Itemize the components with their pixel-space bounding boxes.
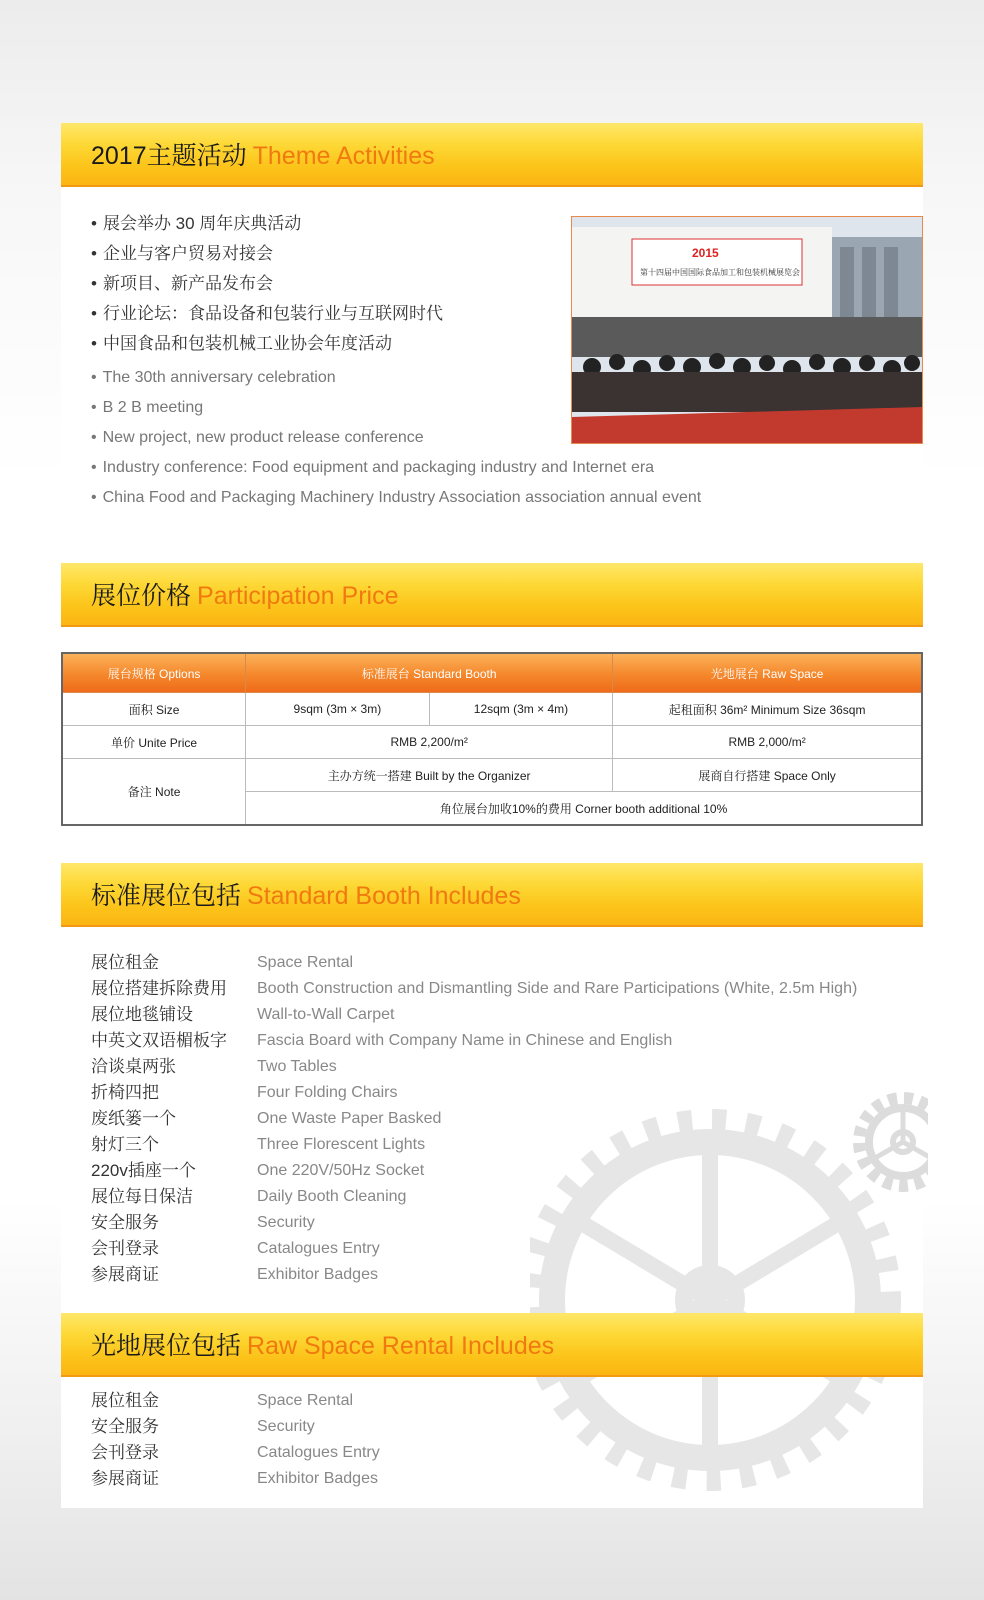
raw-banner: [61, 1313, 923, 1375]
header-raw-space: 光地展台 Raw Space: [613, 653, 922, 693]
unit-price-raw: RMB 2,000/m²: [613, 726, 922, 759]
table-row: [62, 693, 922, 726]
list-item: [91, 950, 857, 976]
price-banner: [61, 563, 923, 625]
raw-title-cn: 光地展位包括: [91, 1332, 242, 1360]
item-en: One Waste Paper Basked: [257, 1110, 442, 1127]
standard-banner: [61, 863, 923, 925]
list-item: [91, 1080, 857, 1106]
unit-price-standard: RMB 2,200/m²: [246, 726, 613, 759]
note-raw: 展商自行搭建 Space Only: [613, 759, 922, 792]
item-en: Exhibitor Badges: [257, 1470, 378, 1487]
item-cn: 展位地毯铺设: [91, 1005, 193, 1024]
size-raw: 起租面积 36m² Minimum Size 36sqm: [613, 693, 922, 726]
item-cn: 会刊登录: [91, 1443, 159, 1462]
item-cn: 安全服务: [91, 1213, 159, 1232]
exhibition-photo: [571, 216, 923, 444]
table-row: [62, 759, 922, 792]
item-cn: 展位租金: [91, 953, 159, 972]
item-en: Space Rental: [257, 1392, 354, 1409]
item-cn: 射灯三个: [91, 1135, 159, 1154]
list-item: [91, 1158, 857, 1184]
item-cn: 洽谈桌两张: [91, 1057, 176, 1076]
list-item: [91, 1132, 857, 1158]
item-cn: 参展商证: [91, 1265, 159, 1284]
small-gear-icon: [848, 1090, 928, 1200]
raw-title-en: Raw Space Rental Includes: [247, 1332, 555, 1360]
item-en: Catalogues Entry: [257, 1444, 380, 1461]
price-table: [61, 652, 923, 826]
item-en: Wall-to-Wall Carpet: [257, 1006, 395, 1023]
standard-title-en: Standard Booth Includes: [247, 882, 521, 910]
size-standard-12: 12sqm (3m × 4m): [429, 693, 613, 726]
item-en: Daily Booth Cleaning: [257, 1188, 407, 1205]
note-label: 备注 Note: [62, 759, 246, 826]
table-row: [62, 726, 922, 759]
theme-list-cn: [91, 209, 443, 359]
exhibition-photo-art: [572, 217, 922, 443]
size-label: 面积 Size: [62, 693, 246, 726]
list-item: • 展会举办 30 周年庆典活动: [91, 209, 443, 239]
item-cn: 废纸篓一个: [91, 1109, 176, 1128]
size-standard-9: 9sqm (3m × 3m): [246, 693, 430, 726]
item-cn: 参展商证: [91, 1469, 159, 1488]
list-item: • 企业与客户贸易对接会: [91, 239, 443, 269]
list-item: • B 2 B meeting: [91, 393, 701, 423]
item-cn: 折椅四把: [91, 1083, 159, 1102]
photo-banner-cn: 第十四届中国国际食品加工和包装机械展览会: [640, 268, 800, 277]
raw-includes-list: [91, 1388, 380, 1492]
item-en: Security: [257, 1418, 315, 1435]
item-cn: 中英文双语楣板字: [91, 1031, 227, 1050]
note-corner: 角位展台加收10%的费用 Corner booth additional 10%: [246, 792, 922, 826]
list-item: • The 30th anniversary celebration: [91, 363, 701, 393]
list-item: [91, 1236, 857, 1262]
item-cn: 展位每日保洁: [91, 1187, 193, 1206]
list-item: [91, 1388, 380, 1414]
item-en: Two Tables: [257, 1058, 337, 1075]
theme-title-en: Theme Activities: [252, 142, 435, 170]
item-cn: 展位租金: [91, 1391, 159, 1410]
list-item: • 新项目、新产品发布会: [91, 269, 443, 299]
item-cn: 安全服务: [91, 1417, 159, 1436]
item-en: Security: [257, 1214, 315, 1231]
price-title-en: Participation Price: [197, 582, 399, 610]
item-en: One 220V/50Hz Socket: [257, 1162, 425, 1179]
list-item: • 中国食品和包装机械工业协会年度活动: [91, 329, 443, 359]
header-options: 展台规格 Options: [62, 653, 246, 693]
table-row: [62, 653, 922, 693]
list-item: [91, 1262, 857, 1288]
list-item: • Industry conference: Food equipment and packaging industry and Internet era: [91, 453, 701, 483]
standard-includes-list: [91, 950, 857, 1288]
item-en: Catalogues Entry: [257, 1240, 380, 1257]
list-item: [91, 1414, 380, 1440]
note-standard: 主办方统一搭建 Built by the Organizer: [246, 759, 613, 792]
list-item: [91, 1466, 380, 1492]
standard-title-cn: 标准展位包括: [91, 882, 242, 910]
list-item: [91, 1184, 857, 1210]
list-item: [91, 976, 857, 1002]
theme-title-cn: 2017主题活动: [91, 142, 247, 170]
item-cn: 会刊登录: [91, 1239, 159, 1258]
item-en: Exhibitor Badges: [257, 1266, 378, 1283]
item-en: Space Rental: [257, 954, 354, 971]
photo-banner-year: 2015: [692, 246, 719, 260]
list-item: [91, 1002, 857, 1028]
list-item: • 行业论坛：食品设备和包装行业与互联网时代: [91, 299, 443, 329]
item-en: Three Florescent Lights: [257, 1136, 426, 1153]
list-item: [91, 1440, 380, 1466]
unit-price-label: 单价 Unite Price: [62, 726, 246, 759]
item-en: Fascia Board with Company Name in Chinese and English: [257, 1032, 673, 1049]
list-item: [91, 1054, 857, 1080]
list-item: • New project, new product release conference: [91, 423, 701, 453]
item-cn: 展位搭建拆除费用: [91, 979, 227, 998]
theme-banner: [61, 123, 923, 185]
list-item: [91, 1106, 857, 1132]
price-title-cn: 展位价格: [91, 582, 192, 610]
list-item: [91, 1210, 857, 1236]
item-cn: 220v插座一个: [91, 1161, 196, 1180]
list-item: • China Food and Packaging Machinery Industry Association association annual event: [91, 483, 701, 513]
item-en: Booth Construction and Dismantling Side and Rare Participations (White, 2.5m High): [257, 980, 858, 997]
item-en: Four Folding Chairs: [257, 1084, 398, 1101]
list-item: [91, 1028, 857, 1054]
header-standard-booth: 标准展台 Standard Booth: [246, 653, 613, 693]
